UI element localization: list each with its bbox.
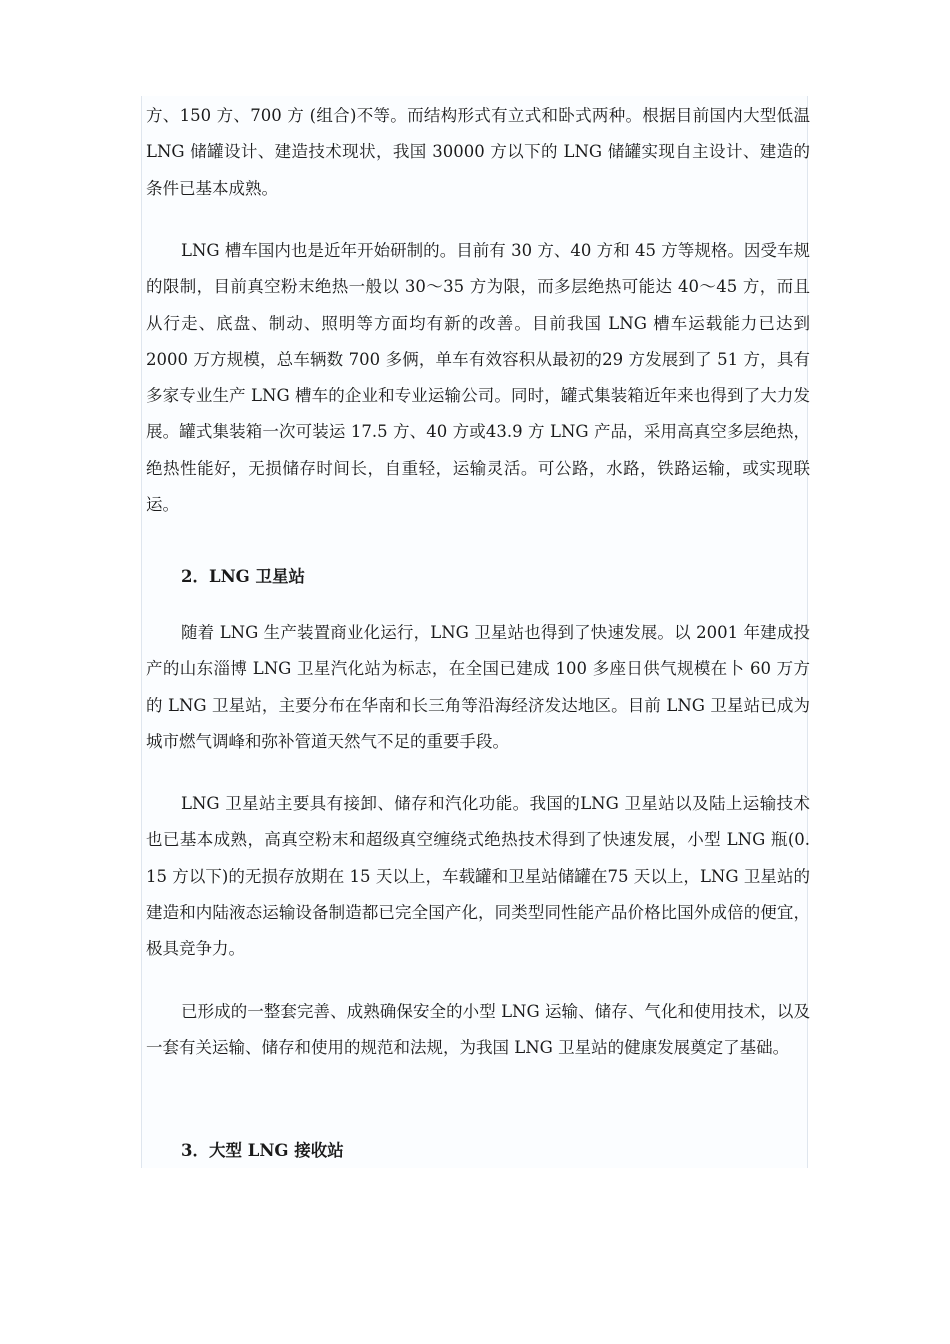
paragraph-storage-tanks: 方、150 方、700 方 (组合)不等。而结构形式有立式和卧式两种。根据目前国内大型低温 LNG 储罐设计、建造技术现状，我国 30000 方以下的 LNG 储罐实现自主设计、建造的条件已基本成熟。: [146, 106, 810, 198]
heading-lng-satellite-station: 2．LNG 卫星站: [181, 567, 305, 586]
paragraph-technology-foundation: 已形成的一整套完善、成熟确保安全的小型 LNG 运输、储存、气化和使用技术，以及一套有关运输、储存和使用的规范和法规，为我国 LNG 卫星站的健康发展奠定了基础。: [146, 1002, 810, 1058]
heading-large-lng-terminal: 3．大型 LNG 接收站: [181, 1141, 344, 1160]
paragraph-lng-tankers: LNG 槽车国内也是近年开始研制的。目前有 30 方、40 方和 45 方等规格。因受车规的限制，目前真空粉末绝热一般以 30～35 方为限，而多层绝热可能达 40～45 方，而且从行走、底盘、制动、照明等方面均有新的改善。目前我国 LNG 槽车运载能力已达到 2000 万方规模，总车辆数 700 多俩，单车有效容积从最初的29 方发展到了 51 方，具有多家专业生产 LNG 槽车的企业和专业运输公司。同时，罐式集装箱近年来也得到了大力发展。罐式集装箱一次可装运 17.5 方、40 方或43.9 方 LNG 产品，采用高真空多层绝热，绝热性能好，无损储存时间长，自重轻，运输灵活。可公路，水路，铁路运输，或实现联运。: [146, 241, 810, 515]
paragraph-satellite-development: 随着 LNG 生产装置商业化运行，LNG 卫星站也得到了快速发展。以 2001 年建成投产的山东淄博 LNG 卫星汽化站为标志，在全国已建成 100 多座日供气规模在卜 60 万方的 LNG 卫星站，主要分布在华南和长三角等沿海经济发达地区。目前 LNG 卫星站已成为城市燃气调峰和弥补管道天然气不足的重要手段。: [146, 623, 810, 751]
paragraph-satellite-functions: LNG 卫星站主要具有接卸、储存和汽化功能。我国的LNG 卫星站以及陆上运输技术也已基本成熟，高真空粉末和超级真空缠绕式绝热技术得到了快速发展，小型 LNG 瓶(0. 15 方以下)的无损存放期在 15 天以上，车载罐和卫星站储罐在75 天以上，LNG 卫星站的建造和内陆液态运输设备制造都已完全国产化，同类型同性能产品价格比国外成倍的便宜，极具竞争力。: [146, 794, 810, 959]
